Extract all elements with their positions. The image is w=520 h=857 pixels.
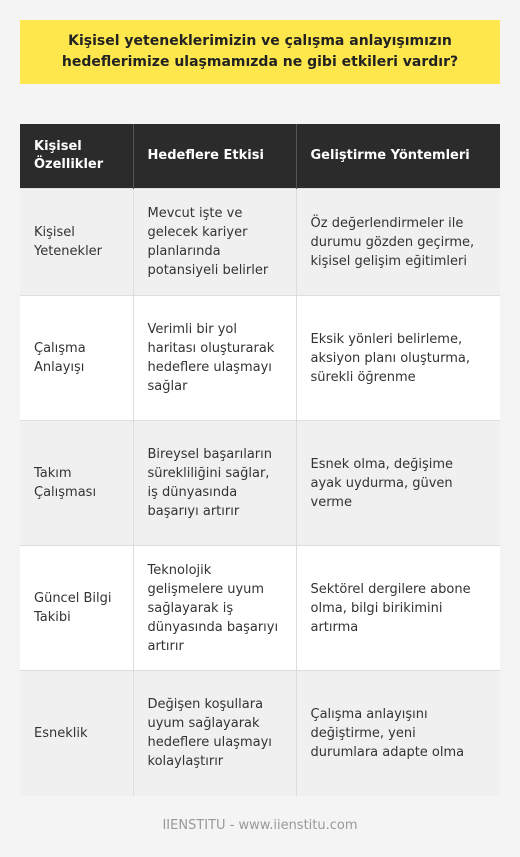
cell-effect: Değişen koşullara uyum sağlayarak hedeflere ulaşmayı kolaylaştırır xyxy=(133,671,296,796)
cell-method: Sektörel dergilere abone olma, bilgi birikimini artırma xyxy=(296,546,500,671)
cell-method: Çalışma anlayışını değiştirme, yeni durumlara adapte olma xyxy=(296,671,500,796)
cell-method: Öz değerlendirmeler ile durumu gözden geçirme, kişisel gelişim eğitimleri xyxy=(296,189,500,296)
cell-trait: Takım Çalışması xyxy=(20,421,133,546)
table-row xyxy=(20,546,500,671)
table-row xyxy=(20,671,500,796)
footer-credit: IIENSTITU - www.iienstitu.com xyxy=(162,818,358,833)
table-row xyxy=(20,421,500,546)
page-title: Kişisel yeteneklerimizin ve çalışma anlayışımızın hedeflerimize ulaşmamızda ne gibi etkileri vardır? xyxy=(61,33,459,70)
cell-effect: Verimli bir yol haritası oluşturarak hedeflere ulaşmayı sağlar xyxy=(133,296,296,421)
comparison-table xyxy=(20,124,500,796)
cell-effect: Bireysel başarıların sürekliliğini sağlar, iş dünyasında başarıyı artırır xyxy=(133,421,296,546)
cell-effect: Teknolojik gelişmelere uyum sağlayarak iş dünyasında başarıyı artırır xyxy=(133,546,296,671)
cell-trait: Esneklik xyxy=(20,671,133,796)
header-effect-on-goals: Hedeflere Etkisi xyxy=(133,124,296,189)
cell-trait: Güncel Bilgi Takibi xyxy=(20,546,133,671)
cell-effect: Mevcut işte ve gelecek kariyer planlarında potansiyeli belirler xyxy=(133,189,296,296)
header-development-methods: Geliştirme Yöntemleri xyxy=(296,124,500,189)
table-header-row xyxy=(20,124,500,189)
cell-method: Esnek olma, değişime ayak uydurma, güven verme xyxy=(296,421,500,546)
header-personal-traits: Kişisel Özellikler xyxy=(20,124,133,189)
table-row xyxy=(20,296,500,421)
cell-trait: Kişisel Yetenekler xyxy=(20,189,133,296)
table-row xyxy=(20,189,500,296)
cell-trait: Çalışma Anlayışı xyxy=(20,296,133,421)
title-banner xyxy=(20,20,500,84)
cell-method: Eksik yönleri belirleme, aksiyon planı oluşturma, sürekli öğrenme xyxy=(296,296,500,421)
